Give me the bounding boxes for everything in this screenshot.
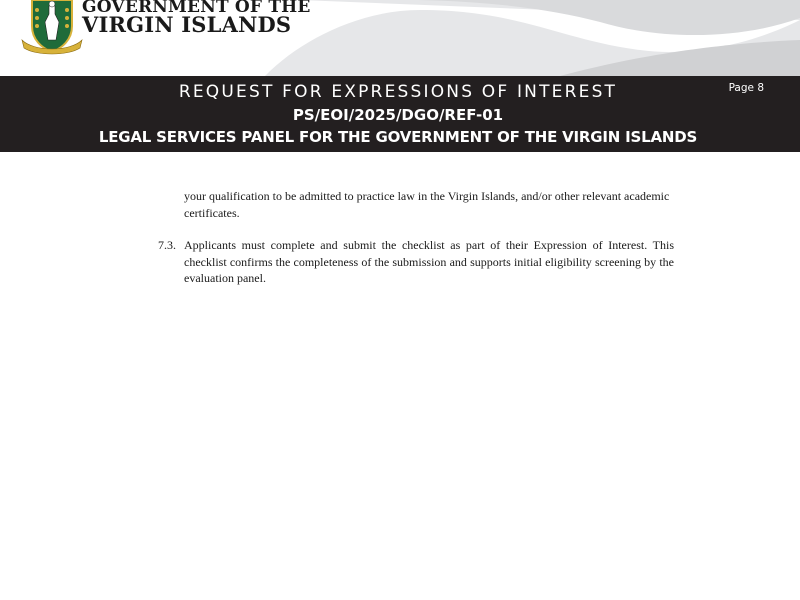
document-title: REQUEST FOR EXPRESSIONS OF INTEREST xyxy=(178,82,618,102)
page-number: Page 8 xyxy=(728,82,764,94)
list-item-number: 7.3. xyxy=(158,238,176,252)
document-header xyxy=(0,0,800,76)
document-subtitle: LEGAL SERVICES PANEL FOR THE GOVERNMENT OF THE VIRGIN ISLANDS xyxy=(98,128,698,146)
document-reference: PS/EOI/2025/DGO/REF-01 xyxy=(292,106,504,124)
document-body xyxy=(0,152,800,600)
title-band xyxy=(0,76,800,152)
government-title-line2: VIRGIN ISLANDS xyxy=(82,12,292,37)
paragraph-continuation: your qualification to be admitted to practice law in the Virgin Islands, and/or other relevant academic certificates. xyxy=(184,189,670,220)
list-item-text: Applicants must complete and submit the checklist as part of their Expression of Interest. This checklist confirms the completeness of the submission and supports initial eligibility screening by the evaluation panel. xyxy=(184,238,674,285)
coat-of-arms-logo xyxy=(20,0,84,56)
government-title-line1: GOVERNMENT OF THE xyxy=(82,0,311,17)
